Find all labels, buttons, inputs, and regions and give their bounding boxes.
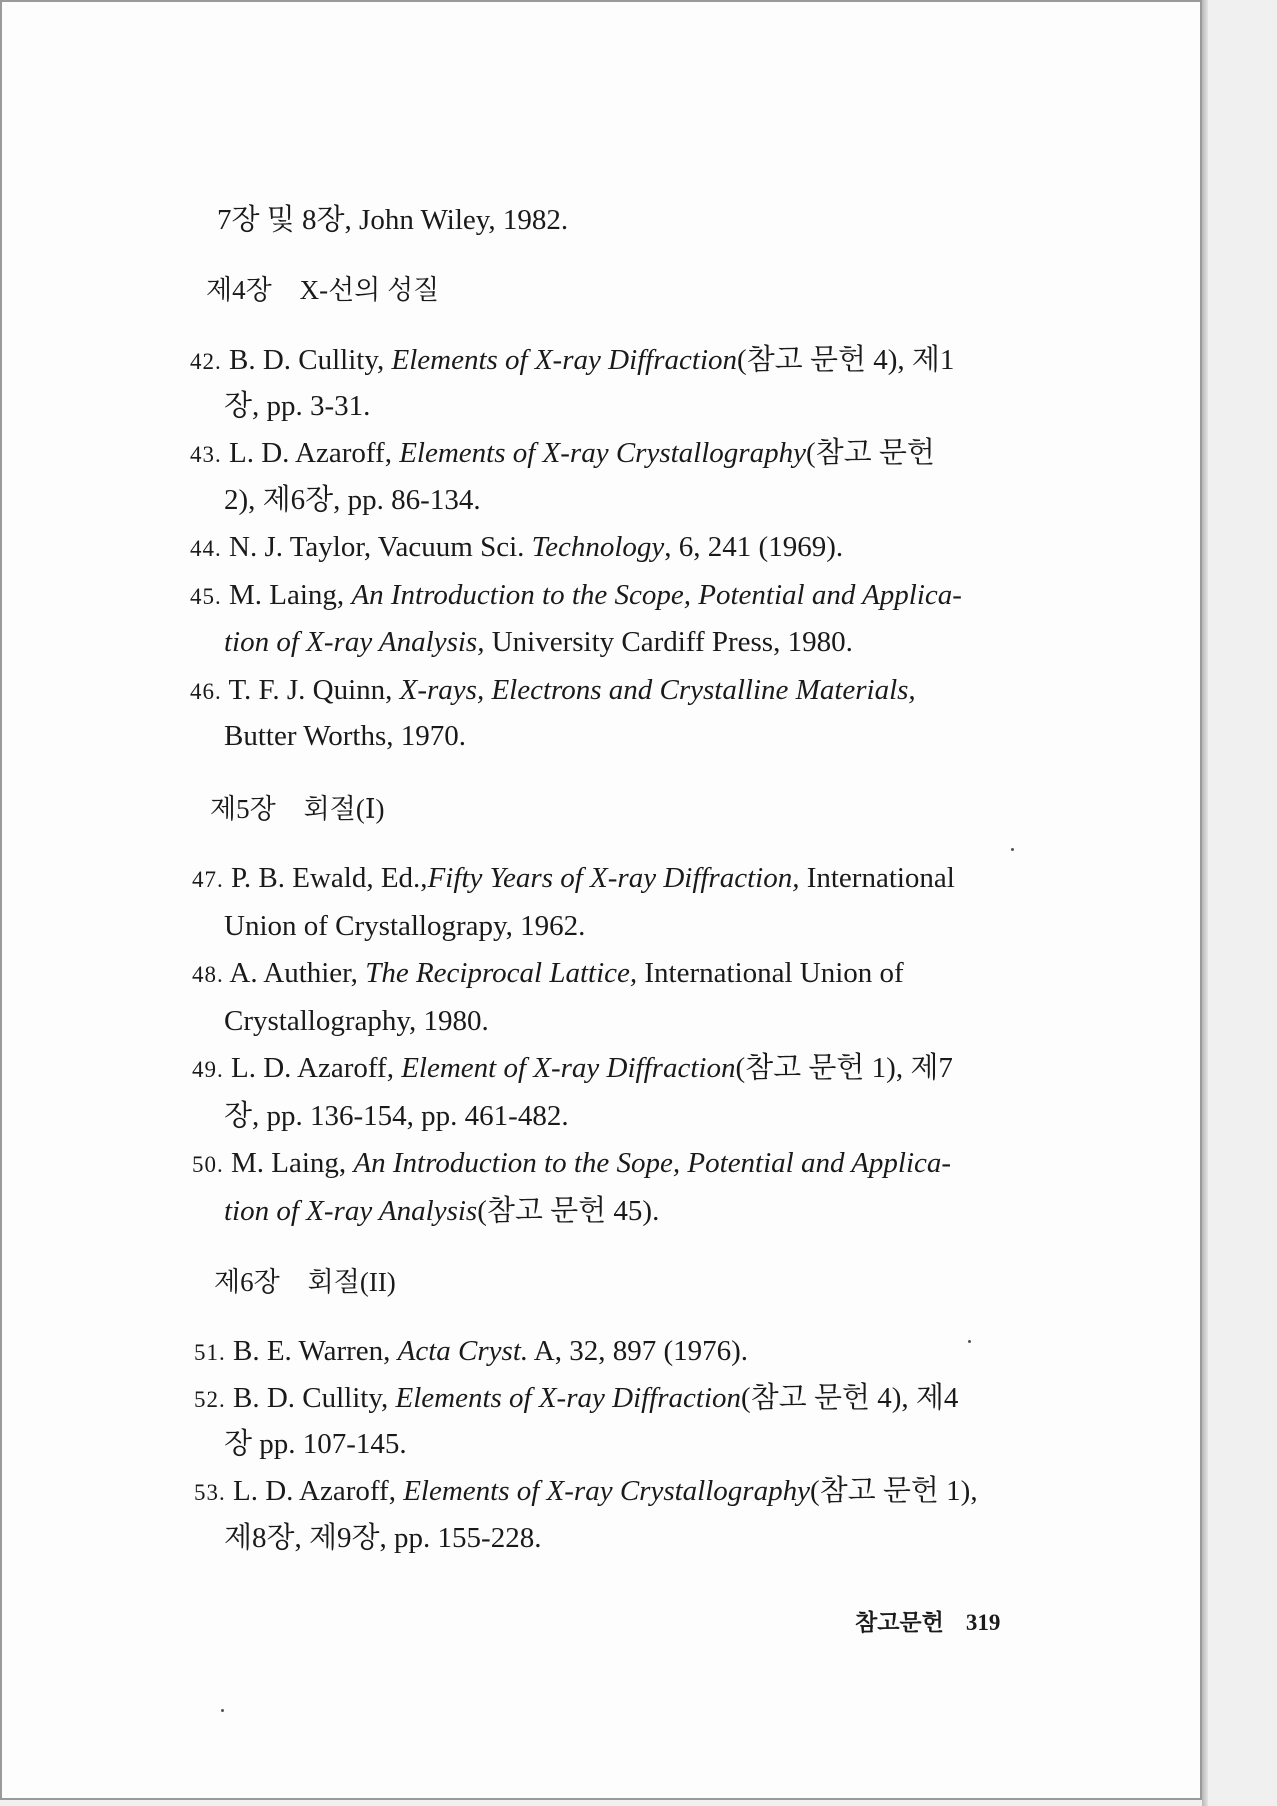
reference-text: , 6, 241 (1969).: [664, 531, 844, 563]
reference-45-line-2: [224, 624, 853, 660]
scan-speck: [1011, 848, 1014, 851]
reference-number: 46.: [190, 679, 222, 704]
reference-number: 49.: [192, 1057, 224, 1082]
reference-number: 44.: [190, 536, 222, 561]
reference-text: M. Laing,: [229, 579, 352, 611]
reference-47-line-2: Union of Crystallograpy, 1962.: [224, 910, 586, 942]
reference-title: Acta Cryst.: [397, 1335, 529, 1367]
reference-title: Technology: [531, 531, 665, 563]
reference-title: Elements of X-ray Diffraction: [395, 1382, 742, 1414]
reference-number: 48.: [192, 962, 224, 987]
reference-text: M. Laing,: [231, 1147, 354, 1179]
reference-title: tion of X-ray Analysis: [224, 1195, 478, 1227]
reference-title: Elements of X-ray Diffraction: [391, 344, 738, 376]
reference-text: T. F. J. Quinn,: [228, 674, 400, 706]
reference-number: 43.: [190, 442, 222, 467]
reference-text: L. D. Azaroff,: [233, 1475, 404, 1507]
section-number: 제6장: [214, 1267, 280, 1297]
page-content: [2, 2, 1200, 1798]
reference-text: (참고 문헌 1), 제7: [735, 1052, 953, 1084]
reference-50-line-1: [192, 1145, 951, 1183]
reference-title: Fifty Years of X-ray Diffraction,: [427, 862, 800, 894]
reference-title: Element of X-ray Diffraction: [401, 1052, 736, 1084]
reference-text: International: [799, 862, 955, 894]
page-footer: [855, 1604, 1000, 1637]
reference-text: (참고 문헌 4), 제1: [737, 344, 955, 376]
reference-43-line-1: [190, 435, 935, 473]
page-number: 319: [965, 1610, 1001, 1635]
reference-title: X-rays, Electrons and Crystalline Materials,: [399, 674, 916, 706]
reference-text: A, 32, 897 (1976).: [528, 1335, 749, 1367]
reference-title: Elements of X-ray Crystallography: [399, 437, 806, 469]
scan-speck: [221, 1709, 224, 1712]
reference-42-line-1: [190, 342, 954, 380]
reference-53-line-1: [194, 1473, 978, 1511]
reference-title: Elements of X-ray Crystallography: [403, 1475, 810, 1507]
reference-number: 50.: [192, 1152, 224, 1177]
reference-46-line-2: Butter Worths, 1970.: [224, 720, 467, 752]
reference-text: (참고 문헌 1),: [809, 1475, 978, 1507]
reference-42-line-2: 장, pp. 3-31.: [224, 390, 371, 422]
reference-text: (참고 문헌 4), 제4: [741, 1382, 959, 1414]
reference-51-line-1: [194, 1333, 748, 1371]
reference-47-line-1: [192, 860, 955, 898]
reference-52-line-1: [194, 1380, 958, 1418]
reference-44-line-1: [190, 529, 843, 567]
reference-45-line-1: [190, 577, 962, 615]
reference-title: An Introduction to the Sope, Potential and Applica-: [353, 1147, 952, 1179]
reference-50-line-2: [224, 1193, 659, 1229]
reference-48-line-1: [192, 955, 904, 993]
reference-number: 47.: [192, 867, 224, 892]
reference-text: N. J. Taylor, Vacuum Sci.: [229, 531, 532, 563]
reference-number: 45.: [190, 584, 222, 609]
section-heading-5: [210, 791, 384, 827]
reference-text: A. Authier,: [229, 957, 366, 989]
reference-title: tion of X-ray Analysis,: [224, 626, 485, 658]
reference-text: International Union of: [637, 957, 904, 989]
reference-title: An Introduction to the Scope, Potential and Applica-: [351, 579, 962, 611]
footer-label: 참고문헌: [855, 1610, 944, 1635]
reference-text: University Cardiff Press, 1980.: [484, 626, 853, 658]
reference-number: 53.: [194, 1480, 226, 1505]
section-title: 회절(Ⅰ): [303, 794, 385, 824]
reference-number: 51.: [194, 1340, 226, 1365]
reference-text: (참고 문헌 45).: [477, 1195, 660, 1227]
section-number: 제4장: [206, 275, 272, 305]
reference-number: 52.: [194, 1387, 226, 1412]
section-heading-4: [206, 272, 439, 308]
reference-49-line-2: 장, pp. 136-154, pp. 461-482.: [224, 1100, 569, 1132]
scan-speck: [968, 1340, 971, 1343]
reference-49-line-1: [192, 1050, 953, 1088]
reference-text: P. B. Ewald, Ed.,: [231, 862, 428, 894]
section-title: 회절(II): [307, 1267, 396, 1297]
reference-53-line-2: 제8장, 제9장, pp. 155-228.: [224, 1522, 542, 1554]
section-number: 제5장: [210, 794, 276, 824]
page-edge-shadow: [1202, 0, 1208, 1806]
reference-text: B. D. Cullity,: [229, 344, 392, 376]
reference-text: L. D. Azaroff,: [229, 437, 400, 469]
carryover-line: 7장 및 8장, John Wiley, 1982.: [217, 204, 569, 236]
reference-text: B. E. Warren,: [233, 1335, 398, 1367]
reference-52-line-2: 장 pp. 107-145.: [224, 1428, 407, 1460]
section-heading-6: [214, 1264, 396, 1300]
reference-text: B. D. Cullity,: [233, 1382, 396, 1414]
reference-title: The Reciprocal Lattice,: [365, 957, 638, 989]
section-title: X-선의 성질: [299, 275, 440, 305]
reference-46-line-1: [190, 672, 916, 710]
reference-number: 42.: [190, 349, 222, 374]
reference-43-line-2: 2), 제6장, pp. 86-134.: [224, 484, 481, 516]
reference-48-line-2: Crystallography, 1980.: [224, 1005, 489, 1037]
reference-text: (참고 문헌: [805, 437, 935, 469]
reference-text: L. D. Azaroff,: [231, 1052, 402, 1084]
